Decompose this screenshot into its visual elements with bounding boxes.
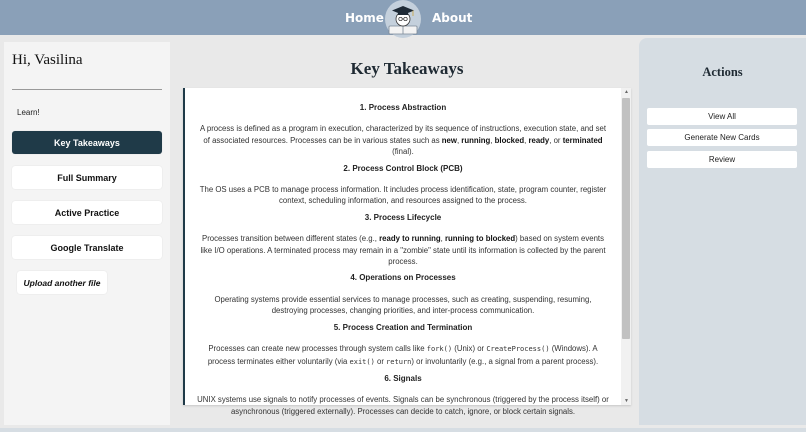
generate-new-cards-button[interactable]: Generate New Cards <box>647 129 797 146</box>
scroll-up-arrow-icon[interactable]: ▲ <box>624 89 629 95</box>
top-navbar <box>0 0 806 35</box>
section-text: UNIX systems use signals to notify processes of events. Signals can be synchronous (triggered by the process itself) or asynchronous (triggered externally). Processes can decide to catch, ignore, or block certain signals. <box>197 395 609 416</box>
vertical-scrollbar[interactable] <box>621 88 631 405</box>
section-heading: 3. Process Lifecycle <box>364 212 442 222</box>
takeaway-section <box>197 272 609 316</box>
section-text: The OS uses a PCB to manage process information. It includes process identification, state, program counter, register context, scheduling information, and resources assigned to the process. <box>199 185 607 206</box>
section-text: Processes transition between different states (e.g., ready to running, running to blocked) based on system events like I/O operations. A terminated process may remain in a "zombie" state until its information is collected by the parent process. <box>200 234 606 267</box>
section-heading: 2. Process Control Block (PCB) <box>343 163 463 173</box>
section-heading: 6. Signals <box>384 373 422 383</box>
section-text: A process is defined as a program in execution, characterized by its sequence of instructions, execution state, and set of associated resources. Processes can be in various states such as new, running, blocked, ready, or terminated (final). <box>199 124 607 157</box>
takeaways-scroll-content <box>185 88 621 422</box>
takeaway-section <box>197 322 609 368</box>
bottom-border <box>0 428 806 432</box>
key-takeaways-button[interactable]: Key Takeaways <box>12 131 162 154</box>
takeaway-section <box>197 373 609 417</box>
google-translate-button[interactable]: Google Translate <box>12 236 162 259</box>
full-summary-button[interactable]: Full Summary <box>12 166 162 189</box>
takeaway-section <box>197 102 609 158</box>
section-text: Operating systems provide essential services to manage processes, such as creating, suspending, resuming, destroying processes, changing priorities, and inter-process communication. <box>214 294 592 316</box>
scroll-down-arrow-icon[interactable]: ▼ <box>624 398 629 404</box>
section-text: Processes can create new processes through system calls like fork() (Unix) or CreateProcess() (Windows). A process terminates either voluntarily (via exit() or return) or involuntarily (e.g., a signal from a parent process). <box>207 344 599 366</box>
nav-about-link[interactable]: About <box>432 11 473 25</box>
view-all-button[interactable]: View All <box>647 108 797 125</box>
nav-home-link[interactable]: Home <box>345 11 384 25</box>
section-heading: 5. Process Creation and Termination <box>333 322 473 332</box>
section-heading: 1. Process Abstraction <box>359 103 447 112</box>
upload-file-button[interactable]: Upload another file <box>17 271 107 294</box>
actions-title: Actions <box>702 65 743 79</box>
scrollbar-thumb[interactable] <box>622 98 630 339</box>
review-button[interactable]: Review <box>647 151 797 168</box>
takeaways-content-panel[interactable] <box>183 88 631 416</box>
left-sidebar <box>4 42 170 425</box>
takeaway-section <box>197 163 609 207</box>
learn-label: Learn! <box>17 108 40 117</box>
actions-panel <box>639 38 806 425</box>
section-heading: 4. Operations on Processes <box>350 273 456 283</box>
active-practice-button[interactable]: Active Practice <box>12 201 162 224</box>
graduate-logo-icon[interactable] <box>385 0 421 38</box>
takeaway-section <box>197 212 609 268</box>
greeting-text: Hi, Vasilina <box>12 52 83 68</box>
sidebar-divider <box>12 89 162 90</box>
page-title: Key Takeaways <box>350 59 464 78</box>
